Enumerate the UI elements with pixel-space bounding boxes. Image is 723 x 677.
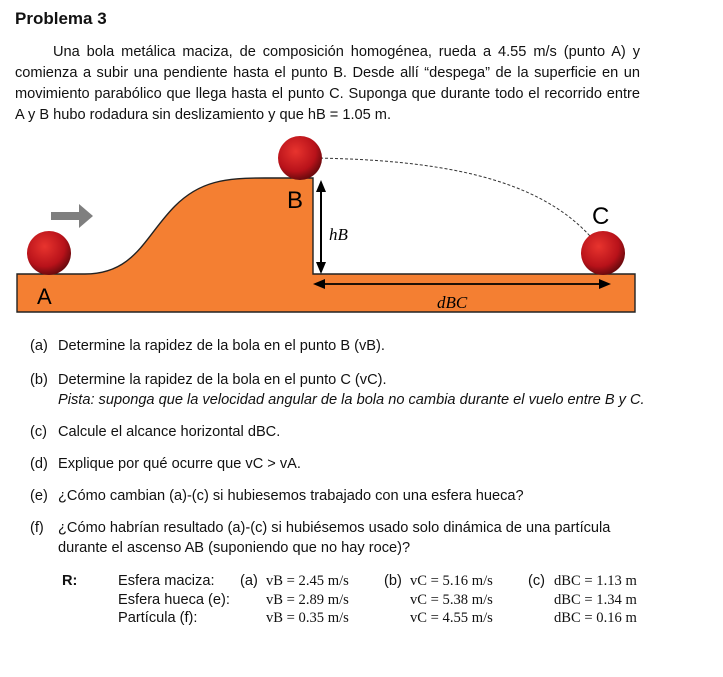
problem-statement: Una bola metálica maciza, de composición homogénea, rueda a 4.55 m/s (punto A) y comienza a subir una pendiente hasta el punto B. Desde allí “despega” de la superficie en un movimiento parabólico que llega hasta el punto C. Suponga que durante todo el recorrido entre A y B hubo rodadura sin deslizamiento y que hB = 1.05 m. [15,44,640,123]
label-c: C [592,203,610,230]
label-b: B [287,187,304,214]
trajectory-path [315,158,590,236]
question-c: (c) Calcule el alcance horizontal dBC. [30,424,281,440]
question-b: (b) Determine la rapidez de la bola en el punto C (vC). Pista: suponga que la velocidad angular de la bola no cambia durante el vuelo entre B y C. [30,370,658,410]
label-dbc: dBC [437,293,468,312]
label-hb: hB [329,225,348,244]
ground-ramp [17,178,635,312]
answer-row: R: Esfera maciza: (a) vB = 2.45 m/s (b) vC = 5.16 m/s (c) dBC = 1.13 m [62,573,637,589]
question-d: (d) Explique por qué ocurre que vC > vA. [30,456,301,472]
answer-row: Partícula (f): vB = 0.35 m/s vC = 4.55 m/s dBC = 0.16 m [118,610,637,626]
ball-c [581,231,625,275]
motion-arrow-icon [51,204,93,228]
question-e: (e) ¿Cómo cambian (a)-(c) si hubiesemos trabajado con una esfera hueca? [30,488,524,504]
answers-label: R: [62,573,78,589]
question-f: (f) ¿Cómo habrían resultado (a)-(c) si hubiésemos usado solo dinámica de una partícula durante el ascenso AB (suponiendo que no hay roce)? [30,520,611,556]
question-b-hint: Pista: suponga que la velocidad angular de la bola no cambia durante el vuelo entre B y C. [58,392,645,408]
figure-diagram [15,136,640,316]
hb-arrow [316,180,326,274]
ball-a [27,231,71,275]
answer-row: Esfera hueca (e): vB = 2.89 m/s vC = 5.38 m/s dBC = 1.34 m [118,591,637,608]
answers-block [62,572,637,628]
question-a: (a) Determine la rapidez de la bola en el punto B (vB). [30,338,385,354]
label-a: A [37,284,52,309]
problem-title: Problema 3 [15,9,107,28]
ball-b [278,136,322,180]
